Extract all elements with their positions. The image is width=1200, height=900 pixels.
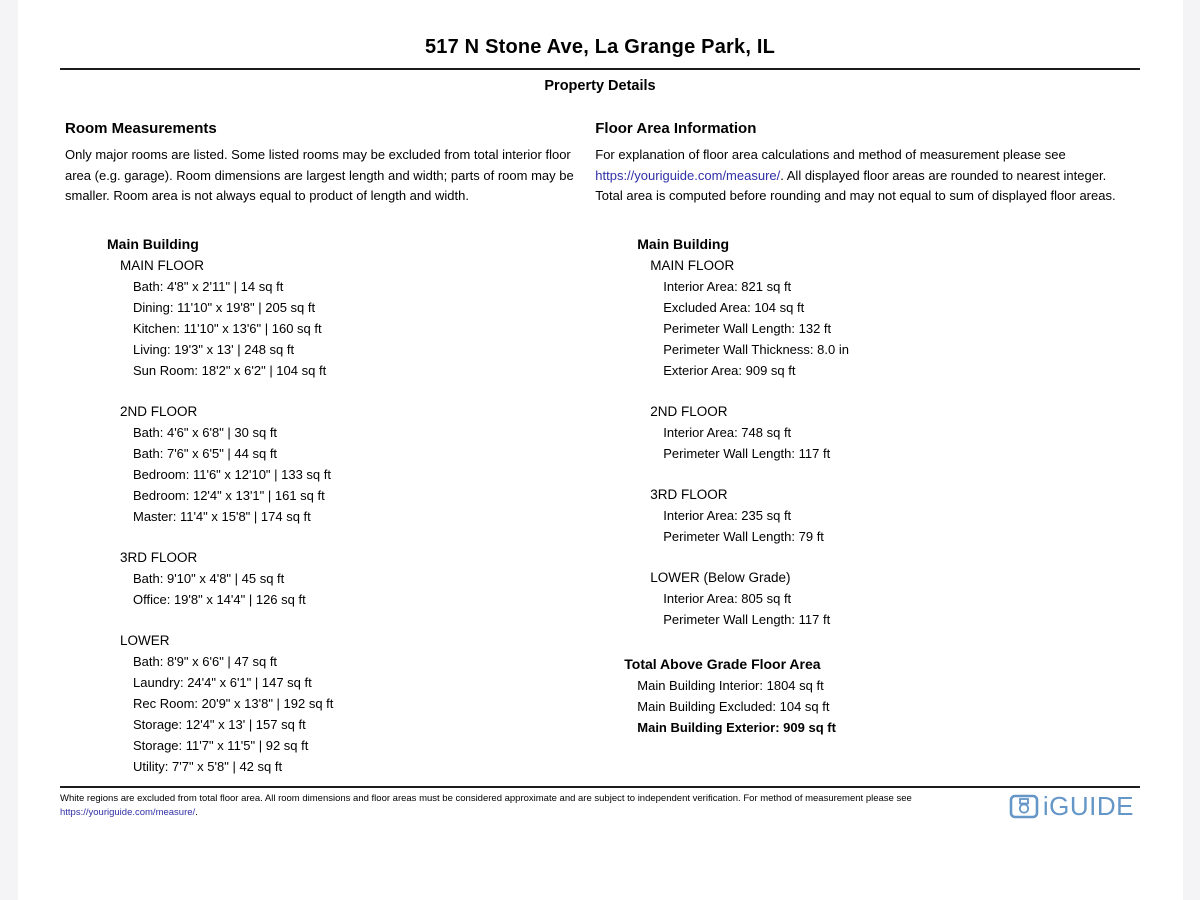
page-title: 517 N Stone Ave, La Grange Park, IL [424,36,776,58]
room-line: Living: 19'3" x 13' | 248 sq ft [133,341,295,357]
room-measurements-section [65,120,595,797]
total-line: Main Building Interior: 1804 sq ft [637,677,824,693]
area-line: Perimeter Wall Length: 79 ft [663,528,824,544]
footer-text-pre: White regions are excluded from total floor area. All room dimensions and floor areas must be considered approximate and are subject to independent verification. For method of measurement please see [60,793,912,804]
room-floors-list [107,255,595,777]
room-line: Storage: 11'7" x 11'5" | 92 sq ft [133,737,309,753]
totals-items [624,675,1140,738]
area-line: Perimeter Wall Length: 117 ft [663,611,831,627]
floor-title: 2ND FLOOR [120,403,198,419]
total-line: Main Building Excluded: 104 sq ft [637,698,830,714]
floor-area-heading: Floor Area Information [595,120,757,137]
two-column-layout [60,120,1140,797]
floor-section [637,255,1140,381]
area-line: Exterior Area: 909 sq ft [663,362,796,378]
footer-disclaimer [60,792,1005,820]
area-line: Interior Area: 235 sq ft [663,507,792,523]
floor-area-description-post: . All displayed floor areas are rounded to nearest integer. Total area is computed before rounding and may not equal to sum of displayed floor areas. [595,167,1116,203]
room-line: Bath: 4'6" x 6'8" | 30 sq ft [133,424,278,440]
floor-title: MAIN FLOOR [650,257,735,273]
area-line: Excluded Area: 104 sq ft [663,299,805,315]
floor-area-description-pre: For explanation of floor area calculations and method of measurement please see [595,147,1066,162]
room-measurements-description: Only major rooms are listed. Some listed rooms may be excluded from total interior floor area (e.g. garage). Room dimensions are largest length and width; parts of room may be smaller. Room area is not always equal to product of length and width. [65,147,574,203]
area-line: Interior Area: 748 sq ft [663,424,792,440]
area-line: Perimeter Wall Thickness: 8.0 in [663,341,849,357]
area-line: Interior Area: 805 sq ft [663,590,792,606]
iguide-logo-text: iGUIDE [1042,791,1134,821]
floor-title: 3RD FLOOR [120,549,198,565]
area-line: Interior Area: 821 sq ft [663,278,792,294]
totals-block [624,654,1140,738]
total-line: Main Building Exterior: 909 sq ft [637,719,836,735]
floor-section [107,547,595,610]
building-name: Main Building [107,235,199,252]
room-line: Dining: 11'10" x 19'8" | 205 sq ft [133,299,316,315]
area-line: Perimeter Wall Length: 132 ft [663,320,832,336]
room-line: Bedroom: 11'6" x 12'10" | 133 sq ft [133,466,332,482]
room-line: Office: 19'8" x 14'4" | 126 sq ft [133,591,306,607]
floor-section [107,255,595,381]
floor-section [107,630,595,777]
room-line: Kitchen: 11'10" x 13'6" | 160 sq ft [133,320,322,336]
room-measurements-heading: Room Measurements [65,120,217,137]
room-line: Master: 11'4" x 15'8" | 174 sq ft [133,508,311,524]
floor-area-section [595,120,1140,797]
title-divider [60,68,1140,70]
floor-section [637,401,1140,464]
room-line: Bath: 4'8" x 2'11" | 14 sq ft [133,278,284,294]
document-page [18,0,1183,900]
room-line: Laundry: 24'4" x 6'1" | 147 sq ft [133,674,312,690]
floor-title: 3RD FLOOR [650,486,728,502]
floor-section [637,484,1140,547]
totals-heading: Total Above Grade Floor Area [624,655,821,672]
floor-title: LOWER [120,632,170,648]
room-line: Bath: 7'6" x 6'5" | 44 sq ft [133,445,278,461]
floor-section [637,567,1140,630]
building-name: Main Building [637,235,730,252]
floor-title: MAIN FLOOR [120,257,205,273]
iguide-logo [1009,793,1134,819]
iguide-camera-icon [1009,793,1043,819]
room-line: Sun Room: 18'2" x 6'2" | 104 sq ft [133,362,327,378]
room-line: Rec Room: 20'9" x 13'8" | 192 sq ft [133,695,334,711]
floor-area-building [595,234,1140,738]
room-line: Bath: 9'10" x 4'8" | 45 sq ft [133,570,285,586]
page-subtitle: Property Details [544,78,656,94]
room-line: Bedroom: 12'4" x 13'1" | 161 sq ft [133,487,325,503]
floor-section [107,401,595,527]
room-measurements-building [65,234,595,777]
footer-text-post: . [195,807,198,818]
floor-area-description [595,145,1123,207]
room-line: Storage: 12'4" x 13' | 157 sq ft [133,716,306,732]
measure-link[interactable]: https://youriguide.com/measure/ [595,167,781,183]
page-footer [60,786,1140,820]
room-line: Bath: 8'9" x 6'6" | 47 sq ft [133,653,278,669]
footer-divider [60,786,1140,788]
footer-measure-link[interactable]: https://youriguide.com/measure/ [60,807,196,818]
room-line: Utility: 7'7" x 5'8" | 42 sq ft [133,758,283,774]
floor-title: LOWER (Below Grade) [650,569,791,585]
floor-title: 2ND FLOOR [650,403,728,419]
area-floors-list [637,255,1140,630]
area-line: Perimeter Wall Length: 117 ft [663,445,831,461]
